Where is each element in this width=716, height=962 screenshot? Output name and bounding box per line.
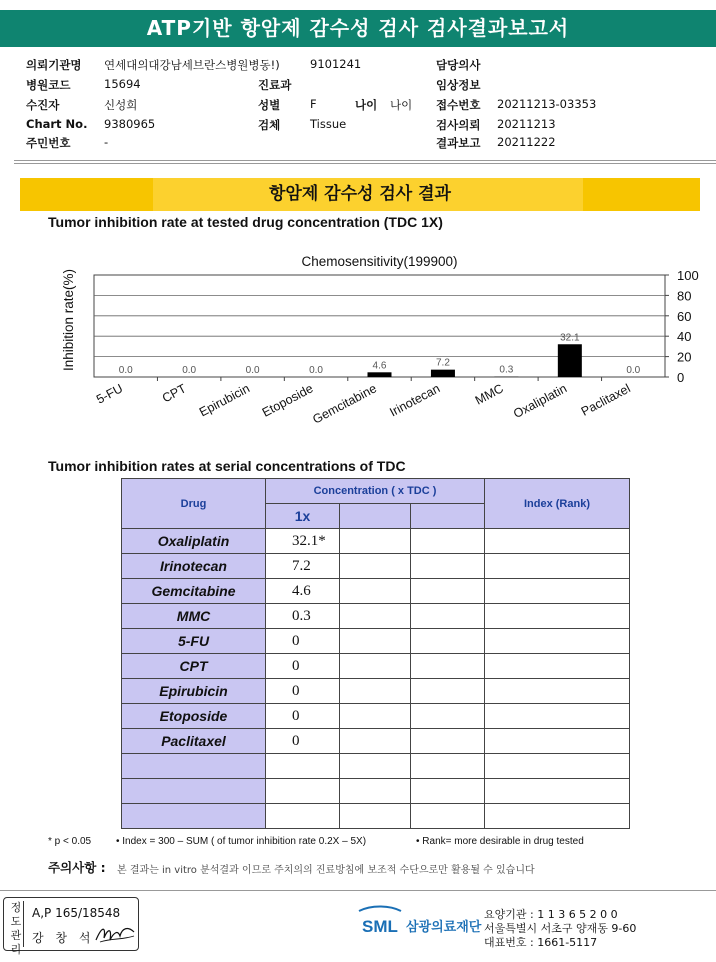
bar-value-label: 32.1 (560, 332, 580, 344)
separator-line (14, 160, 716, 164)
x-category-label: Etoposide (259, 381, 316, 420)
x-category-label: Paclitaxel (578, 381, 633, 419)
index-cell (485, 804, 630, 829)
clinical-info-label: 임상정보 (436, 78, 481, 92)
concentration-empty-cell (411, 754, 485, 779)
organization-name: 삼광의료재단 (406, 920, 482, 935)
value-1x-cell (266, 804, 340, 829)
y-tick-label: 20 (677, 349, 692, 365)
concentration-empty-cell (411, 704, 485, 729)
report-title: ATP기반 항암제 감수성 검사 검사결과보고서 (0, 10, 716, 47)
value-1x-cell: 4.6 (266, 579, 340, 604)
chart-title: Chemosensitivity(199900) (301, 254, 458, 269)
stamp-side-label: 정도관리 (9, 901, 24, 947)
concentration-empty-cell (411, 629, 485, 654)
concentration-empty-cell (411, 804, 485, 829)
doctor-label: 담당의사 (436, 58, 481, 72)
concentration-empty-cell (411, 579, 485, 604)
value-1x-cell: 32.1* (266, 529, 340, 554)
index-cell (485, 754, 630, 779)
concentration-empty-cell (340, 529, 411, 554)
value-1x-cell: 7.2 (266, 554, 340, 579)
chart-no-value: 9380965 (104, 117, 156, 131)
index-cell (485, 554, 630, 579)
value-1x-cell (266, 779, 340, 804)
value-1x-cell: 0 (266, 704, 340, 729)
concentration-empty-cell (411, 529, 485, 554)
hospital-value: 연세대의대강남세브란스병원병동!) (104, 58, 280, 72)
table-row (122, 579, 630, 604)
concentration-1x-header: 1x (266, 504, 340, 529)
concentration-empty-cell (340, 729, 411, 754)
results-table (121, 478, 630, 829)
age-value: 나이 (390, 98, 413, 112)
chart-subheading: Tumor inhibition rate at tested drug concentration (TDC 1X) (48, 214, 443, 230)
bar (368, 372, 392, 377)
y-tick-label: 0 (677, 370, 685, 385)
bar-value-label: 0.0 (245, 365, 260, 376)
table-row (122, 554, 630, 579)
concentration-empty-cell (411, 729, 485, 754)
bar-value-label: 0.3 (499, 364, 514, 376)
concentration-empty-cell (340, 654, 411, 679)
drug-name-cell (122, 754, 266, 779)
index-cell (485, 779, 630, 804)
table-row (122, 679, 630, 704)
concentration-empty-cell (411, 554, 485, 579)
specimen-value: Tissue (310, 117, 347, 131)
hospital-extra-code: 9101241 (310, 57, 362, 71)
y-axis-label: Inhibition rate(%) (61, 268, 76, 372)
table-row (122, 704, 630, 729)
y-tick-label: 60 (677, 308, 692, 324)
x-category-label: Epirubicin (196, 381, 253, 420)
bar-value-label: 0.0 (118, 365, 133, 376)
y-tick-label: 40 (677, 329, 692, 345)
receipt-no-label: 접수번호 (436, 98, 481, 112)
rank-note: • Rank= more desirable in drug tested (416, 836, 584, 847)
bar (558, 344, 582, 377)
pvalue-note: * p < 0.05 (48, 836, 92, 847)
specimen-label: 검체 (258, 118, 281, 132)
report-date-value: 20211222 (497, 135, 556, 149)
concentration-empty-cell (340, 754, 411, 779)
request-date-value: 20211213 (497, 117, 556, 131)
concentration-empty-cell (340, 804, 411, 829)
concentration-empty-cell (411, 654, 485, 679)
index-cell (485, 579, 630, 604)
table-row (122, 729, 630, 754)
patient-name-value: 신성희 (104, 98, 138, 112)
table-row (122, 804, 630, 829)
index-cell (485, 629, 630, 654)
value-1x-cell: 0 (266, 679, 340, 704)
footer-divider (0, 890, 716, 891)
table-row (122, 779, 630, 804)
y-tick-label: 80 (677, 288, 692, 304)
logo-text: SML (362, 917, 398, 936)
report-date-label: 결과보고 (436, 136, 481, 150)
bar (431, 370, 455, 377)
resident-no-label: 주민번호 (26, 136, 71, 150)
index-cell (485, 679, 630, 704)
concentration-empty-cell (340, 629, 411, 654)
value-1x-cell: 0 (266, 654, 340, 679)
section-title: 항암제 감수성 검사 결과 (269, 184, 451, 204)
concentration-empty-cell (340, 704, 411, 729)
table-row (122, 654, 630, 679)
drug-name-cell: Epirubicin (122, 679, 266, 704)
drug-name-cell: MMC (122, 604, 266, 629)
sex-value: F (310, 97, 317, 111)
drug-name-cell (122, 779, 266, 804)
notice-text: 본 결과는 in vitro 분석결과 이므로 주치의의 진료방침에 보조적 수단으로만 활용될 수 있습니다 (117, 865, 535, 876)
hospital-code-value: 15694 (104, 77, 141, 91)
stamp-line2: 강 창 석 (32, 931, 95, 945)
table-subheading: Tumor inhibition rates at serial concentrations of TDC (48, 458, 406, 474)
bar-value-label: 4.6 (372, 360, 387, 372)
age-label: 나이 (355, 98, 378, 112)
x-category-label: Oxaliplatin (511, 381, 570, 422)
drug-header: Drug (122, 479, 266, 529)
drug-name-cell (122, 804, 266, 829)
table-row (122, 754, 630, 779)
care-code: 요양기관 : 1 1 3 6 5 2 0 0 (484, 908, 618, 921)
drug-name-cell: Gemcitabine (122, 579, 266, 604)
concentration-empty-header (340, 504, 411, 529)
x-category-label: CPT (159, 381, 189, 406)
concentration-empty-cell (340, 579, 411, 604)
index-cell (485, 604, 630, 629)
resident-no-value: - (104, 135, 109, 149)
x-category-label: MMC (472, 381, 506, 408)
hospital-label: 의뢰기관명 (26, 58, 82, 72)
index-header: Index (Rank) (485, 479, 630, 529)
drug-name-cell: Paclitaxel (122, 729, 266, 754)
quality-control-stamp (3, 897, 139, 956)
bar-value-label: 0.0 (182, 365, 197, 376)
concentration-empty-cell (340, 779, 411, 804)
drug-name-cell: Oxaliplatin (122, 529, 266, 554)
concentration-empty-cell (411, 604, 485, 629)
chart-no-label: Chart No. (26, 117, 88, 131)
hospital-code-label: 병원코드 (26, 78, 71, 92)
x-category-label: Gemcitabine (310, 381, 379, 427)
drug-name-cell: CPT (122, 654, 266, 679)
request-date-label: 검사의뢰 (436, 118, 481, 132)
drug-name-cell: Etoposide (122, 704, 266, 729)
address: 서울특별시 서초구 양재동 9-60 (484, 922, 637, 935)
concentration-empty-cell (340, 679, 411, 704)
value-1x-cell: 0 (266, 729, 340, 754)
value-1x-cell (266, 754, 340, 779)
value-1x-cell: 0.3 (266, 604, 340, 629)
index-cell (485, 704, 630, 729)
receipt-no-value: 20211213-03353 (497, 97, 597, 111)
patient-name-label: 수진자 (26, 98, 60, 112)
x-category-label: Irinotecan (387, 381, 443, 420)
sex-label: 성별 (258, 98, 281, 112)
phone: 대표번호 : 1661-5117 (484, 936, 598, 949)
bar-value-label: 7.2 (435, 357, 450, 369)
concentration-header: Concentration ( x TDC ) (266, 479, 485, 504)
concentration-empty-cell (340, 554, 411, 579)
y-tick-label: 100 (677, 268, 699, 283)
concentration-empty-header (411, 504, 485, 529)
signature-icon (94, 922, 136, 946)
table-row (122, 629, 630, 654)
x-category-label: 5-FU (94, 381, 126, 407)
table-row (122, 604, 630, 629)
drug-name-cell: Irinotecan (122, 554, 266, 579)
bar-value-label: 0.0 (626, 365, 641, 376)
concentration-empty-cell (340, 604, 411, 629)
stamp-line1: A,P 165/18548 (32, 906, 121, 920)
index-cell (485, 654, 630, 679)
index-note: • Index = 300 – SUM ( of tumor inhibition rate 0.2X – 5X) (116, 836, 367, 847)
drug-name-cell: 5-FU (122, 629, 266, 654)
chemosensitivity-chart (40, 248, 700, 448)
index-cell (485, 529, 630, 554)
concentration-empty-cell (411, 679, 485, 704)
value-1x-cell: 0 (266, 629, 340, 654)
notice-label: 주의사항 : (48, 860, 106, 875)
bar-value-label: 0.0 (309, 365, 324, 376)
index-cell (485, 729, 630, 754)
table-row (122, 529, 630, 554)
department-label: 진료과 (258, 78, 292, 92)
sml-logo-icon (357, 905, 403, 941)
concentration-empty-cell (411, 779, 485, 804)
